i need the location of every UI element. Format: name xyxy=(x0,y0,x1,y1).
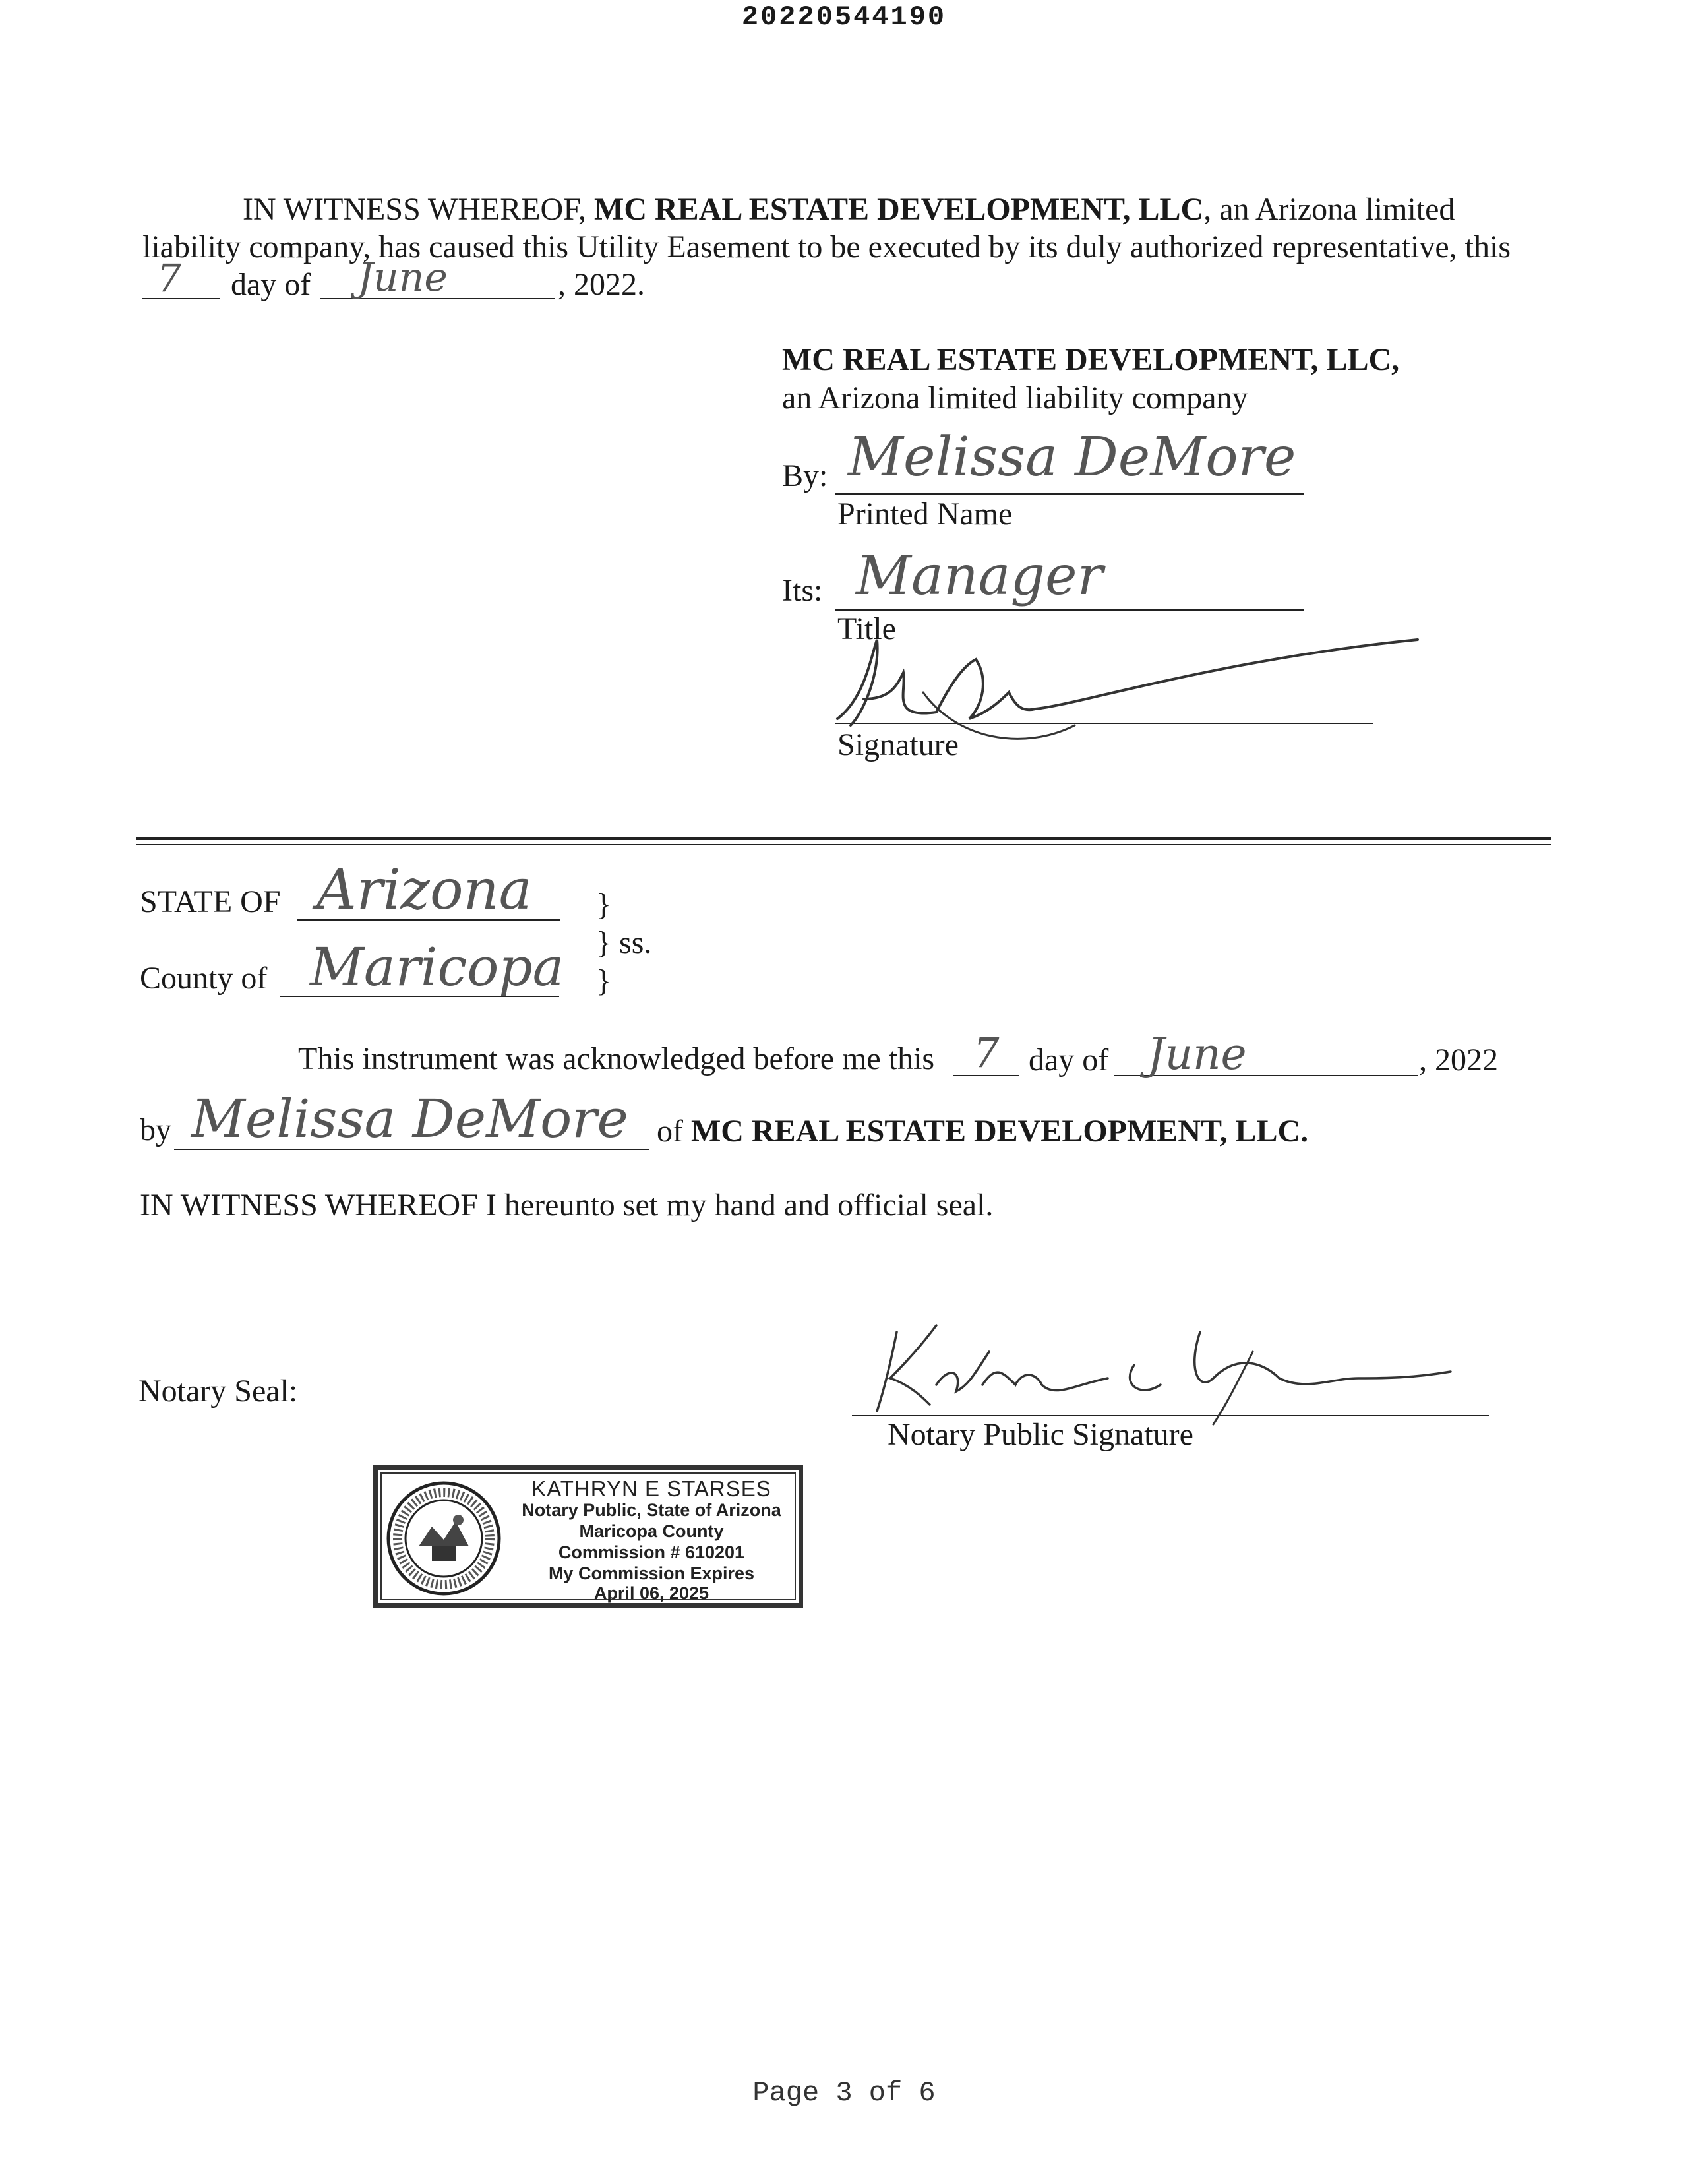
sig-company-type: an Arizona limited liability company xyxy=(782,380,1248,415)
brace-mid-ss: } ss. xyxy=(596,925,652,960)
state-label: STATE OF xyxy=(140,884,281,919)
county-label: County of xyxy=(140,961,268,996)
witness-day-of: day of xyxy=(231,267,311,302)
arizona-seal-icon xyxy=(386,1480,502,1596)
instrument-month-value: June xyxy=(1147,1029,1247,1079)
instrument-text: This instrument was acknowledged before me this xyxy=(298,1041,935,1076)
sig-by-value: Melissa DeMore xyxy=(848,426,1296,489)
stamp-line-3: Commission # 610201 xyxy=(558,1542,745,1562)
witness-company: MC REAL ESTATE DEVELOPMENT, LLC xyxy=(594,192,1204,227)
stamp-line-5: April 06, 2025 xyxy=(593,1583,709,1603)
brace-top: } xyxy=(596,887,612,922)
document-number: 20220544190 xyxy=(741,1,947,33)
section-divider-thin xyxy=(136,844,1551,845)
witness-line-1 xyxy=(243,191,1455,228)
notary-stamp xyxy=(373,1465,803,1608)
state-value: Arizona xyxy=(316,857,532,922)
stamp-line-4: My Commission Expires xyxy=(548,1563,755,1583)
instrument-day-value: 7 xyxy=(973,1029,1000,1077)
sig-its-value: Manager xyxy=(856,545,1103,607)
ack-by-value: Melissa DeMore xyxy=(191,1088,628,1149)
witness-intro: IN WITNESS WHEREOF, xyxy=(243,192,587,227)
witness-after-company: , an Arizona limited xyxy=(1203,192,1455,227)
ack-company: MC REAL ESTATE DEVELOPMENT, LLC. xyxy=(690,1114,1309,1149)
witness-day-value: 7 xyxy=(157,256,181,301)
notary-signature-icon xyxy=(857,1312,1503,1431)
sig-title-label: Title xyxy=(837,611,896,646)
stamp-line-2: Maricopa County xyxy=(579,1521,724,1541)
notary-seal-label: Notary Seal: xyxy=(138,1374,298,1409)
stamp-line-1: Notary Public, State of Arizona xyxy=(522,1500,781,1520)
witness-line-2: liability company, has caused this Utility Easement to be executed by its duly authorized representative, this xyxy=(142,229,1511,264)
sig-signature-label: Signature xyxy=(837,727,959,762)
brace-bottom: } xyxy=(596,963,612,998)
instrument-day-of: day of xyxy=(1029,1043,1109,1077)
sig-its-label: Its: xyxy=(782,573,823,608)
sig-company: MC REAL ESTATE DEVELOPMENT, LLC, xyxy=(782,342,1400,377)
notary-signature-label: Notary Public Signature xyxy=(888,1417,1193,1452)
stamp-name: KATHRYN E STARSES xyxy=(531,1476,771,1501)
county-value: Maricopa xyxy=(310,936,564,998)
witness-year: , 2022. xyxy=(558,267,645,302)
ack-by-label: by xyxy=(140,1112,171,1147)
ack-witness-text: IN WITNESS WHEREOF I hereunto set my hand and official seal. xyxy=(140,1188,994,1223)
instrument-year: , 2022 xyxy=(1419,1043,1498,1077)
sig-printed-name-label: Printed Name xyxy=(837,497,1013,531)
sig-by-label: By: xyxy=(782,458,828,493)
witness-day-line xyxy=(142,264,220,299)
page-number: Page 3 of 6 xyxy=(752,2077,936,2109)
ack-of-line xyxy=(657,1113,1308,1150)
ack-of-label: of xyxy=(657,1114,683,1149)
witness-month-value: June xyxy=(357,255,448,301)
section-divider xyxy=(136,837,1551,840)
